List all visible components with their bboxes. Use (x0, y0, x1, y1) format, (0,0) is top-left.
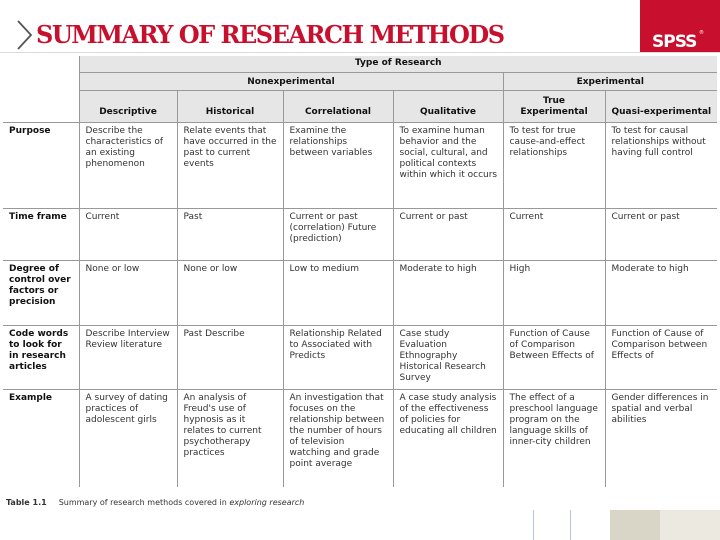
row-label: Example (3, 389, 79, 487)
table-cell: Low to medium (283, 260, 393, 325)
row-label: Degree of control over factors or precision (3, 260, 79, 325)
column-header-qualitative: Qualitative (393, 90, 503, 122)
table-cell: Current or past (605, 208, 717, 260)
table-row-example (3, 389, 717, 487)
table-cell: An investigation that focuses on the relationship between the number of hours of television watching and grade point average (283, 389, 393, 487)
table-cell: Past (177, 208, 283, 260)
column-header-descriptive: Descriptive (79, 90, 177, 122)
table-row-purpose (3, 122, 717, 208)
table-caption (6, 498, 304, 507)
table-cell: Relationship Related to Associated with Predicts (283, 325, 393, 389)
research-methods-table (3, 56, 717, 487)
table-cell: Function of Cause of Comparison between Effects of (605, 325, 717, 389)
table-cell: Moderate to high (605, 260, 717, 325)
chevron-right-icon (14, 18, 34, 52)
table-cell: To test for true cause-and-effect relationships (503, 122, 605, 208)
table-cell: Describe Interview Review literature (79, 325, 177, 389)
table-row-time-frame (3, 208, 717, 260)
nonexperimental-header: Nonexperimental (79, 72, 503, 90)
table-cell: Case study Evaluation Ethnography Historical Research Survey (393, 325, 503, 389)
table-cell: None or low (79, 260, 177, 325)
table-cell: Describe the characteristics of an existing phenomenon (79, 122, 177, 208)
table-cell: Current or past (393, 208, 503, 260)
caption-emphasis: exploring research (229, 498, 305, 507)
table-cell: None or low (177, 260, 283, 325)
table-cell: Examine the relationships between variables (283, 122, 393, 208)
slide-title: SUMMARY OF RESEARCH METHODS (36, 20, 504, 49)
table-cell: Function of Cause of Comparison Between Effects of (503, 325, 605, 389)
decorative-block (610, 510, 660, 540)
table-cell: A case study analysis of the effectiveness of policies for educating all children (393, 389, 503, 487)
table-cell: The effect of a preschool language program on the language skills of inner-city children (503, 389, 605, 487)
column-header-historical: Historical (177, 90, 283, 122)
decorative-line (533, 510, 534, 540)
row-label: Code words to look for in research articles (3, 325, 79, 389)
table-cell: Relate events that have occurred in the past to current events (177, 122, 283, 208)
table-cell: Gender differences in spatial and verbal abilities (605, 389, 717, 487)
column-header-correlational: Correlational (283, 90, 393, 122)
logo-mark: ® (699, 30, 704, 36)
header-row-groups (3, 72, 717, 90)
decorative-line (570, 510, 571, 540)
table-cell: To test for causal relationships without having full control (605, 122, 717, 208)
table-cell: Current or past (correlation) Future (prediction) (283, 208, 393, 260)
caption-label: Table 1.1 (6, 498, 47, 507)
table-cell: High (503, 260, 605, 325)
table-cell: Past Describe (177, 325, 283, 389)
table-row-degree-of-control (3, 260, 717, 325)
table-row-code-words (3, 325, 717, 389)
column-header-quasi-experimental: Quasi-experimental (605, 90, 717, 122)
table-cell: Moderate to high (393, 260, 503, 325)
table-cell: To examine human behavior and the social, cultural, and political contexts within which it occurs (393, 122, 503, 208)
row-label: Purpose (3, 122, 79, 208)
row-label: Time frame (3, 208, 79, 260)
table-cell: Current (503, 208, 605, 260)
logo-text: SPSS (652, 32, 697, 52)
table-cell: A survey of dating practices of adolescent girls (79, 389, 177, 487)
column-header-true-experimental: True Experimental (503, 90, 605, 122)
header-row-columns (3, 90, 717, 122)
caption-text: Summary of research methods covered in (58, 498, 230, 507)
table-cell: Current (79, 208, 177, 260)
decorative-block (660, 510, 720, 540)
type-of-research-header: Type of Research (79, 56, 717, 72)
table-cell: An analysis of Freud's use of hypnosis as it relates to current psychotherapy practices (177, 389, 283, 487)
experimental-header: Experimental (503, 72, 717, 90)
header-row-type (3, 56, 717, 72)
